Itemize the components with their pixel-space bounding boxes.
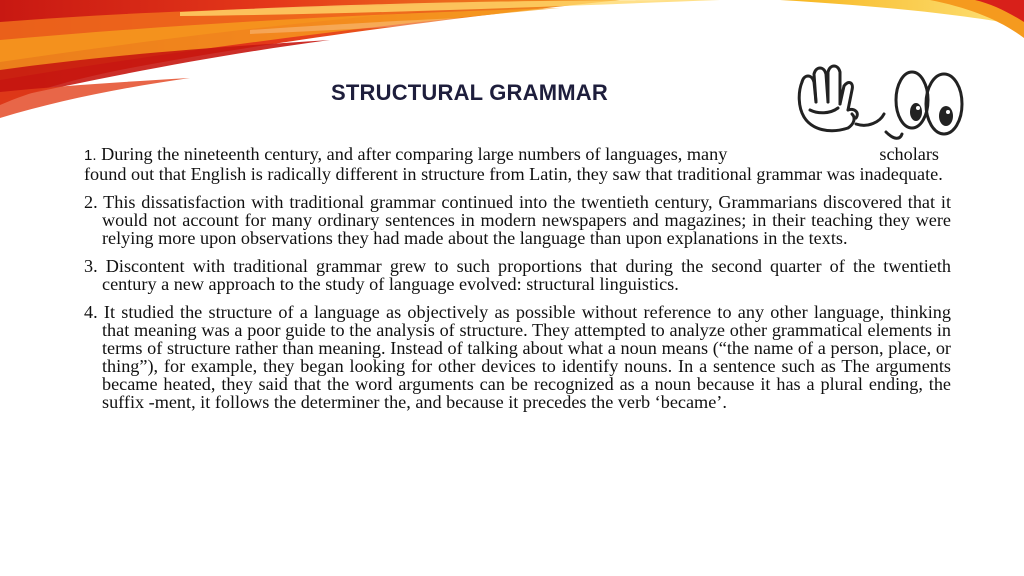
paragraph-1 (84, 145, 951, 183)
paragraph-1-text-c: found out that English is radically different in structure from Latin, they saw that traditional grammar was inadequate. (84, 164, 943, 184)
paragraph-3: 3. Discontent with traditional grammar grew to such proportions that during the second quarter of the twentieth century a new approach to the study of language evolved: structural linguistics. (84, 256, 951, 294)
paragraph-2: 2. This dissatisfaction with traditional grammar continued into the twentieth century, Grammarians discovered that it would not account for many ordinary sentences in modern newspapers and magazines; in their teaching they were relying more upon observations they had made about the language than upon explanations in the texts. (84, 192, 951, 248)
slide-title: STRUCTURAL GRAMMAR (331, 80, 608, 105)
slide-body (84, 145, 951, 421)
paragraph-1-text-b: scholars (879, 144, 939, 164)
waving-hand-with-eyes-icon (790, 62, 970, 152)
paragraph-1-number: 1. (84, 147, 97, 164)
paragraph-1-text-a: During the nineteenth century, and after comparing large numbers of languages, many (101, 144, 728, 164)
paragraph-4: 4. It studied the structure of a language as objectively as possible without reference to any other language, thinking that meaning was a poor guide to the analysis of structure. They attempted to analyze other grammatical elements in terms of structure rather than meaning. Instead of talking about what a noun means (“the name of a person, place, or thing”), for example, they began looking for other devices to identify nouns. In a sentence such as The arguments became heated, they said that the word arguments can be recognized as a noun because it has a plural ending, the suffix -ment, it follows the determiner the, and because it precedes the verb ‘became’. (84, 302, 951, 412)
